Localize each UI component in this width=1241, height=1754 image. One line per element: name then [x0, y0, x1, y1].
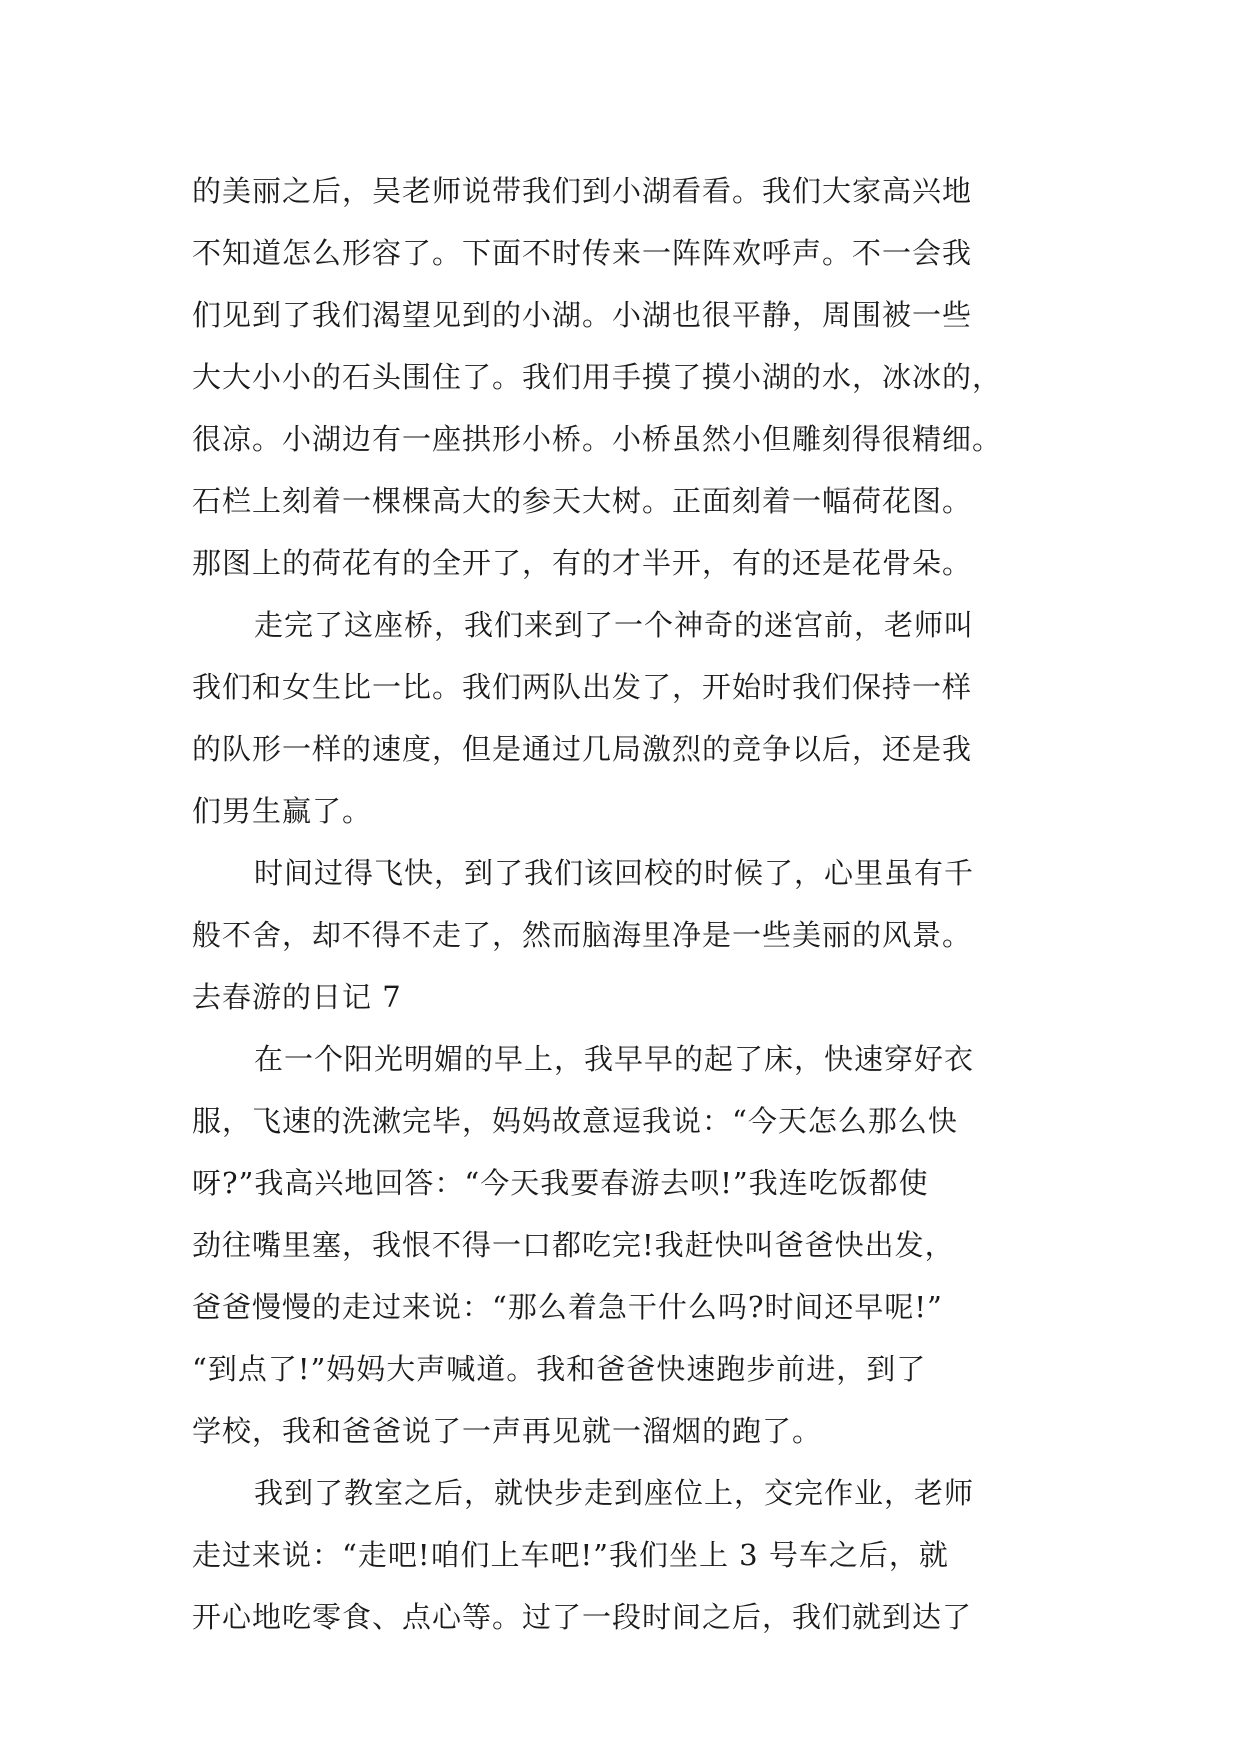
section-heading: 去春游的日记 7 [192, 980, 402, 1014]
text-line: “到点了!”妈妈大声喊道。我和爸爸快速跑步前进，到了 [192, 1352, 927, 1386]
text-line: 的队形一样的速度，但是通过几局激烈的竞争以后，还是我 [192, 732, 973, 766]
text-line: 大大小小的石头围住了。我们用手摸了摸小湖的水，冰冰的， [192, 360, 1003, 394]
text-line: 石栏上刻着一棵棵高大的参天大树。正面刻着一幅荷花图。 [192, 484, 973, 518]
text-line: 的美丽之后，吴老师说带我们到小湖看看。我们大家高兴地 [192, 174, 973, 208]
text-line: 开心地吃零食、点心等。过了一段时间之后，我们就到达了 [192, 1600, 973, 1634]
text-line: 学校，我和爸爸说了一声再见就一溜烟的跑了。 [192, 1414, 823, 1448]
text-line: 很凉。小湖边有一座拱形小桥。小桥虽然小但雕刻得很精细。 [192, 422, 1003, 456]
text-line: 爸爸慢慢的走过来说：“那么着急干什么吗?时间还早呢!” [192, 1290, 943, 1324]
text-line: 走过来说：“走吧!咱们上车吧!”我们坐上 3 号车之后，就 [192, 1538, 949, 1572]
document-body [192, 160, 1062, 1648]
paragraph-start-line: 走完了这座桥，我们来到了一个神奇的迷宫前，老师叫 [254, 608, 975, 642]
text-line: 我们和女生比一比。我们两队出发了，开始时我们保持一样 [192, 670, 973, 704]
text-line: 们见到了我们渴望见到的小湖。小湖也很平静，周围被一些 [192, 298, 973, 332]
text-line: 呀?”我高兴地回答：“今天我要春游去呗!”我连吃饭都使 [192, 1166, 929, 1200]
text-line: 们男生赢了。 [192, 794, 373, 828]
paragraph-start-line: 时间过得飞快，到了我们该回校的时候了，心里虽有千 [254, 856, 975, 890]
text-line: 那图上的荷花有的全开了，有的才半开，有的还是花骨朵。 [192, 546, 973, 580]
paragraph-start-line: 我到了教室之后，就快步走到座位上，交完作业，老师 [254, 1476, 975, 1510]
paragraph-start-line: 在一个阳光明媚的早上，我早早的起了床，快速穿好衣 [254, 1042, 975, 1076]
text-line: 服，飞速的洗漱完毕，妈妈故意逗我说：“今天怎么那么快 [192, 1104, 958, 1138]
text-line: 劲往嘴里塞，我恨不得一口都吃完!我赶快叫爸爸快出发， [192, 1228, 955, 1262]
text-line: 不知道怎么形容了。下面不时传来一阵阵欢呼声。不一会我 [192, 236, 973, 270]
text-line: 般不舍，却不得不走了，然而脑海里净是一些美丽的风景。 [192, 918, 973, 952]
